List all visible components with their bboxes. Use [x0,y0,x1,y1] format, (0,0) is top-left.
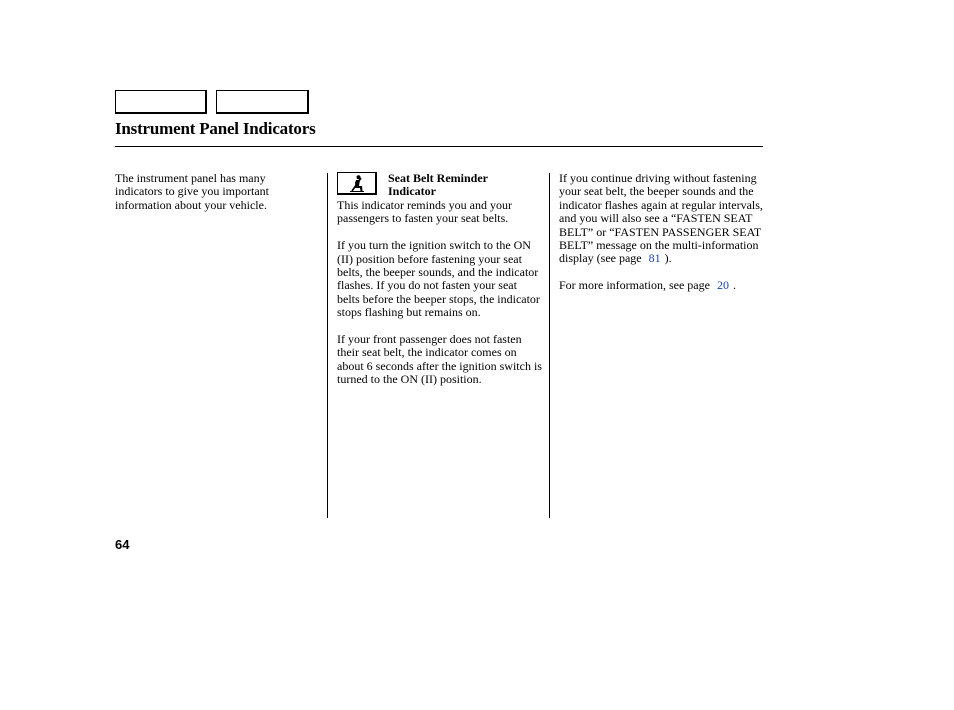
nav-button-2[interactable] [216,90,309,114]
continuation-paragraph-1 [559,172,764,266]
seat-belt-glyph [349,175,365,192]
continuation-column [559,172,764,306]
continuation-text-2: For more information, see page [559,278,710,293]
title-divider [115,146,763,147]
section-heading-line-2: Indicator [388,184,436,199]
continuation-paragraph-2 [559,279,764,292]
intro-column [115,172,315,226]
seat-belt-paragraph-1: This indicator reminds you and your passengers to fasten your seat belts. [337,198,512,226]
column-divider-1 [327,173,328,518]
page-number: 64 [115,537,130,552]
continuation-text-1: If you continue driving without fastening your seat belt, the beeper sounds and the indicator flashes again at regular intervals, and you will also see a “FASTEN SEAT BELT” or “FASTEN PASSENGER SEAT BELT” message on the multi-information display (see page [559,171,763,266]
continuation-end-1: ). [664,251,672,266]
section-heading [388,172,538,199]
page-81-link[interactable]: 81 [648,251,661,266]
continuation-end-2: . [732,278,736,293]
seat-belt-paragraph-3: If your front passenger does not fasten their seat belt, the indicator comes on about 6 seconds after the ignition switch is turned to the ON (II) position. [337,332,542,387]
seat-belt-paragraph-2: If you turn the ignition switch to the ON (II) position before fastening your seat belts, the beeper sounds, and the indicator flashes. If you do not fasten your seat belts before the beeper stops, the indicator stops flashing but remains on. [337,238,540,320]
nav-button-1[interactable] [115,90,207,114]
seat-belt-column [337,199,542,400]
page-20-link[interactable]: 20 [716,278,729,293]
column-divider-2 [549,173,550,518]
intro-paragraph: The instrument panel has many indicators to give you important information about your vehicle. [115,171,269,212]
seat-belt-icon [337,172,377,195]
section-heading-line-1: Seat Belt Reminder [388,171,488,185]
page-title: Instrument Panel Indicators [115,119,316,138]
